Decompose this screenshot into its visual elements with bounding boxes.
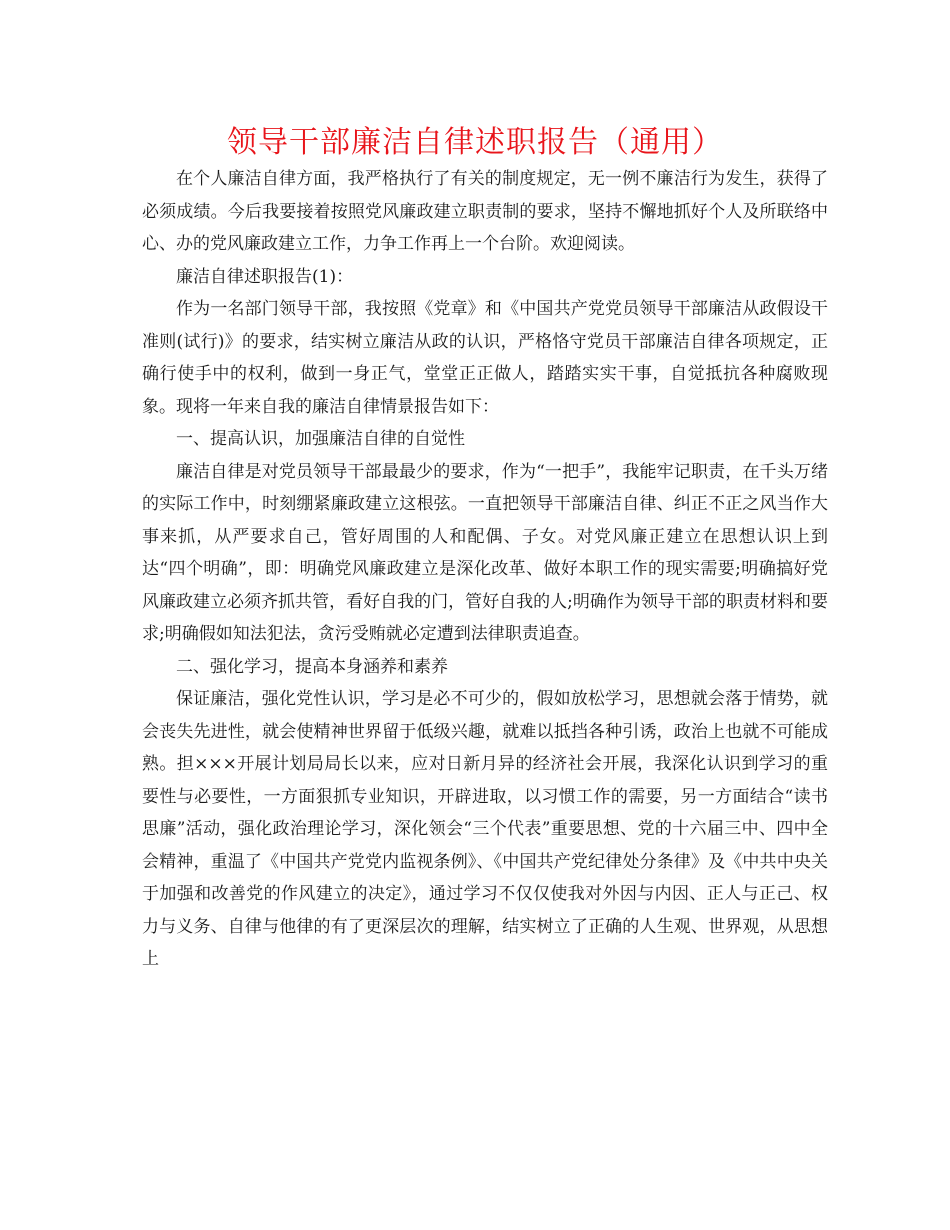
document-title: 领导干部廉洁自律述职报告（通用）	[227, 125, 723, 160]
document-body	[142, 163, 828, 976]
paragraph-section-1: 廉洁自律是对党员领导干部最最少的要求，作为“一把手”，我能牢记职责，在千头万绪的实际工作中，时刻绷紧廉政建立这根弦。一直把领导干部廉洁自律、纠正不正之风当作大事来抓，从严要求自己，管好周围的人和配偶、子女。对党风廉正建立在思想认识上到达“四个明确”，即：明确党风廉政建立是深化改革、做好本职工作的现实需要;明确搞好党风廉政建立必须齐抓共管，看好自我的门，管好自我的人;明确作为领导干部的职责材料和要求;明确假如知法犯法，贪污受贿就必定遭到法律职责追查。	[142, 461, 828, 644]
paragraph-report-heading: 廉洁自律述职报告(1)：	[176, 266, 354, 287]
section-heading-2: 二、强化学习，提高本身涵养和素养	[176, 656, 448, 677]
paragraph-section-2: 保证廉洁，强化党性认识，学习是必不可少的，假如放松学习，思想就会落于情势，就会丧失先进性，就会使精神世界留于低级兴趣，就难以抵挡各种引诱，政治上也就不可能成熟。担×××开展计划局局长以来，应对日新月异的经济社会开展，我深化认识到学习的重要性与必要性，一方面狠抓专业知识，开辟进取，以习惯工作的需要，另一方面结合“读书思廉”活动，强化政治理论学习，深化领会“三个代表”重要思想、党的十六届三中、四中全会精神，重温了《中国共产党党内监视条例》、《中国共产党纪律处分条律》及《中共中央关于加强和改善党的作风建立的决定》，通过学习不仅仅使我对外因与内因、正人与正己、权力与义务、自律与他律的有了更深层次的理解，结实树立了正确的人生观、世界观，从思想上	[142, 689, 828, 969]
paragraph-opening: 作为一名部门领导干部，我按照《党章》和《中国共产党党员领导干部廉洁从政假设干准则(试行)》的要求，结实树立廉洁从政的认识，严格恪守党员干部廉洁自律各项规定，正确行使手中的权利，做到一身正气，堂堂正正做人，踏踏实实干事，自觉抵抗各种腐败现象。现将一年来自我的廉洁自律情景报告如下：	[142, 299, 828, 417]
section-heading-1: 一、提高认识，加强廉洁自律的自觉性	[176, 429, 465, 449]
paragraph-intro: 在个人廉洁自律方面，我严格执行了有关的制度规定，无一例不廉洁行为发生，获得了必须成绩。今后我要接着按照党风廉政建立职责制的要求，坚持不懈地抓好个人及所联络中心、办的党风廉政建立工作，力争工作再上一个台阶。欢迎阅读。	[142, 169, 828, 254]
